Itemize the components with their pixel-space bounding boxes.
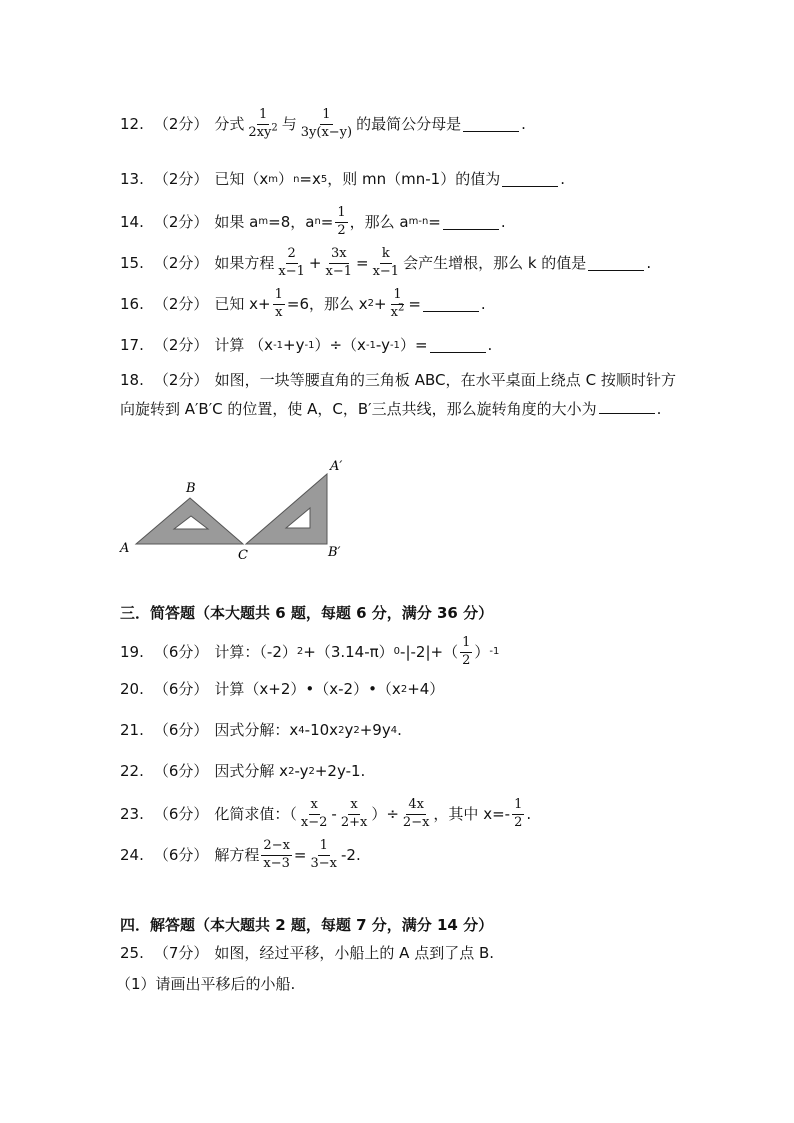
question-20: 20. （6分） 计算（x+2）•（x-2）•（x 2 +4） <box>120 680 445 698</box>
fraction: $\frac{2-x}{x-3}$ <box>263 838 290 871</box>
label-b-prime: B′ <box>328 545 341 560</box>
section-3-heading: 三．简答题（本大题共 6 题，每题 6 分，满分 36 分） <box>120 604 494 622</box>
answer-blank[interactable] <box>502 172 558 187</box>
fraction: $\frac{1}{x}$ <box>274 287 283 320</box>
answer-blank[interactable] <box>588 256 644 271</box>
fraction: $\frac{1}{2}$ <box>514 797 523 830</box>
fraction: $\frac{1}{x^2}$ <box>390 287 405 320</box>
fraction: $\frac{1}{3-x}$ <box>310 838 337 871</box>
fraction: $\frac{3x}{x-1}$ <box>325 246 352 279</box>
fraction: $\frac{k}{x-1}$ <box>372 246 400 279</box>
answer-blank[interactable] <box>463 117 519 132</box>
question-19: 19. （6分） 计算：（-2） 2 +（3.14-π） 0 -|-2|+（ $\frac{1}{2}$ ） -1 <box>120 635 500 668</box>
answer-blank[interactable] <box>599 399 655 414</box>
answer-blank[interactable] <box>443 215 499 230</box>
question-15: 15. （2分） 如果方程 $\frac{2}{x-1}$ + $\frac{3x}{x-1}$ = $\frac{k}{x-1}$ 会产生增根，那么 k 的值是 . <box>120 246 652 279</box>
fraction: $\frac{1}{3y(x-y)}$ <box>300 107 353 140</box>
rotation-figure <box>116 458 356 566</box>
label-c: C <box>238 548 248 563</box>
question-21: 21. （6分） 因式分解：x 4 -10x 2 y 2 +9y 4 . <box>120 721 402 739</box>
question-25: 25. （7分） 如图，经过平移，小船上的 A 点到了点 B. <box>120 944 495 962</box>
question-22: 22. （6分） 因式分解 x 2 -y 2 +2y-1. <box>120 762 366 780</box>
fraction: $\frac{1}{2}$ <box>462 635 471 668</box>
question-23: 23. （6分） 化简求值：（ $\frac{x}{x-2}$ - $\frac{x}{2+x}$ ）÷ $\frac{4x}{2-x}$ ，其中 x=- $\frac{1}{2}$ . <box>120 797 532 830</box>
question-16: 16. （2分） 已知 x+ $\frac{1}{x}$ =6，那么 x 2 + $\frac{1}{x^2}$ = . <box>120 287 486 320</box>
question-14: 14. （2分） 如果 a m =8，a n = $\frac{1}{2}$ ，那么 a m-n = . <box>120 205 506 238</box>
fraction: $\frac{x}{x-2}$ <box>300 797 328 830</box>
question-13: 13. （2分） 已知（x m ） n =x 5 ，则 mn（mn-1）的值为 . <box>120 170 565 188</box>
question-17: 17. （2分） 计算 （x -1 +y -1 ）÷（x -1 -y -1 ）= . <box>120 336 493 354</box>
question-18: 18. （2分） 如图，一块等腰直角的三角板 ABC，在水平桌面上绕点 C 按顺时针方向旋转到 A′B′C 的位置，使 A，C，B′三点共线，那么旋转角度的大小为 . <box>120 371 677 418</box>
fraction: $\frac{x}{2+x}$ <box>340 797 368 830</box>
fraction: $\frac{4x}{2-x}$ <box>402 797 430 830</box>
fraction: $\frac{1}{2}$ <box>337 205 346 238</box>
triangle-a2b2c <box>246 474 327 544</box>
fraction: $\frac{2}{x-1}$ <box>278 246 305 279</box>
question-12: 12. （2分） 分式 $\frac{1}{2xy^2}$ 与 $\frac{1}{3y(x-y)}$ 的最简公分母是 . <box>120 107 526 140</box>
label-a-prime: A′ <box>330 459 343 474</box>
fraction: $\frac{1}{2xy^2}$ <box>248 107 278 140</box>
label-a: A <box>120 541 130 556</box>
answer-blank[interactable] <box>423 297 479 312</box>
answer-blank[interactable] <box>430 338 486 353</box>
section-4-heading: 四．解答题（本大题共 2 题，每题 7 分，满分 14 分） <box>120 916 494 934</box>
question-25-part-1: （1）请画出平移后的小船. <box>116 975 296 993</box>
question-24: 24. （6分） 解方程 $\frac{2-x}{x-3}$ = $\frac{1}{3-x}$ -2. <box>120 838 361 871</box>
label-b: B <box>186 481 196 496</box>
